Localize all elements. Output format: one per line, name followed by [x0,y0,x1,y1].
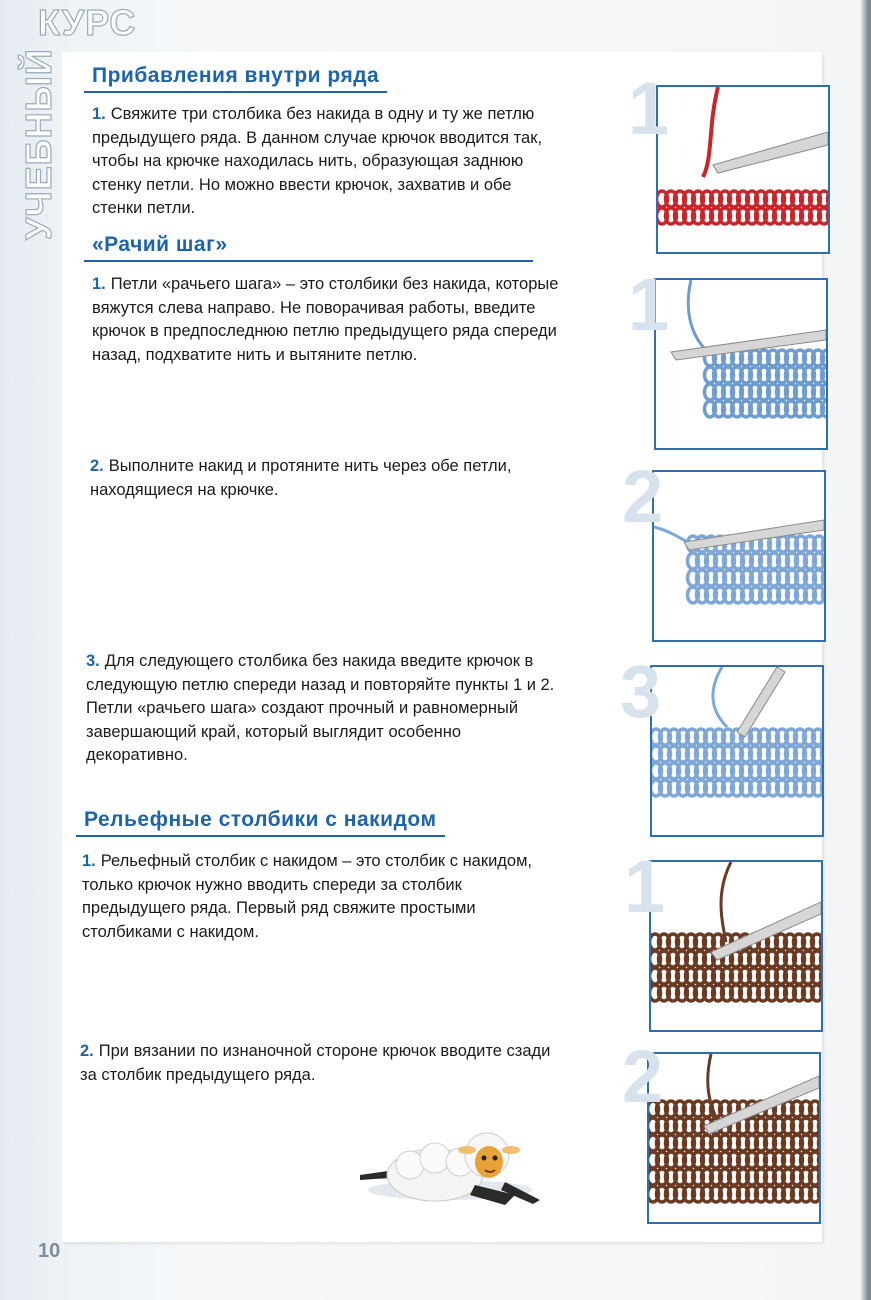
stitch-loop [819,1169,820,1185]
relief-step-1 [82,850,552,944]
sheep-illustration [355,1120,545,1215]
figure-crab-1 [654,278,828,450]
stitch-loop [819,1101,820,1117]
step-text: При вязании по изнаночной стороне крючок вводите сзади за столбик предыдущего ряда. [80,1042,551,1084]
step-text: Рельефный столбик с накидом – это столбик с накидом, только крючок нужно вводить спереди за столбик предыдущего ряда. Первый ряд свяжите простыми столбиками с накидом. [82,852,533,941]
stitch-loop [823,553,825,569]
crab-step-3 [86,650,556,768]
step-number: 2. [80,1042,94,1060]
course-header: КУРС [38,2,137,43]
figure-relief-1 [649,860,823,1032]
crochet-illustration [654,472,824,640]
stitch-loop [822,763,823,779]
stitch-loop [822,729,823,745]
step-text: Выполните накид и протяните нить через обе петли, находящиеся на крючке. [90,457,512,499]
crochet-illustration [649,1054,819,1222]
crochet-illustration [652,667,822,835]
crab-step-2 [90,455,560,502]
step-number: 1. [82,852,96,870]
stitch-loop [822,780,823,796]
step-text: Свяжите три столбика без накида в одну и ту же петлю предыдущего ряда. В данном случае крючок вводится так, чтобы на крючке находилась нить, образующая заднюю стенку петли. Но можно ввести крючок, захватив и обе стенки петли. [92,105,543,217]
stitch-loop [821,934,822,950]
figure-number: 1 [628,67,670,150]
page-number: 10 [38,1240,61,1262]
figure-number: 3 [620,650,662,733]
step-number: 1. [92,275,106,293]
step-number: 2. [90,457,104,475]
section-title-crab-stitch: «Рачий шаг» [92,233,228,257]
figure-number: 2 [622,455,664,538]
side-vertical-title: УЧЕБНЫЙ [18,48,59,240]
figure-crab-3 [650,665,824,837]
step-number: 1. [92,105,106,123]
figure-relief-2 [647,1052,821,1224]
stitch-loop [823,587,825,603]
figure-number: 2 [622,1035,664,1118]
stitch-loop [819,1118,820,1134]
relief-step-2 [80,1040,552,1087]
stitch-loop [821,968,822,984]
stitch-loop [828,208,829,224]
figure-number: 1 [624,845,666,928]
hook-icon [737,667,785,737]
section-title-increases: Прибавления внутри ряда [92,64,379,88]
increases-step-1 [92,103,562,221]
stitch-loop [819,1135,820,1151]
crochet-illustration [656,280,826,448]
stitch-loop [823,536,825,552]
figure-number: 1 [628,263,670,346]
figure-crab-2 [652,470,826,642]
step-number: 3. [86,652,100,670]
hook-icon [713,132,828,173]
stitch-loop [828,191,829,207]
stitch-loop [822,746,823,762]
section-title-relief: Рельефные столбики с накидом [84,808,437,832]
step-text: Петли «рачьего шага» – это столбики без накида, которые вяжутся слева направо. Не поворачивая работы, введите крючок в предпоследнюю петлю предыдущего ряда спереди назад, подхватите нить и вытяните петлю. [92,275,559,364]
figure-increase-red [656,85,830,254]
crab-step-1 [92,273,562,367]
stitch-loop [819,1152,820,1168]
stitch-loop [819,1186,820,1202]
step-text: Для следующего столбика без накида введите крючок в следующую петлю спереди назад и повторяйте пункты 1 и 2. Петли «рачьего шага» создают прочный и равномерный завершающий край, который выглядит особенно декоративно. [86,652,555,764]
stitch-loop [821,951,822,967]
stitch-loop [821,985,822,1001]
crochet-illustration [651,862,821,1030]
stitch-loop [823,570,825,586]
crochet-illustration [658,87,828,252]
